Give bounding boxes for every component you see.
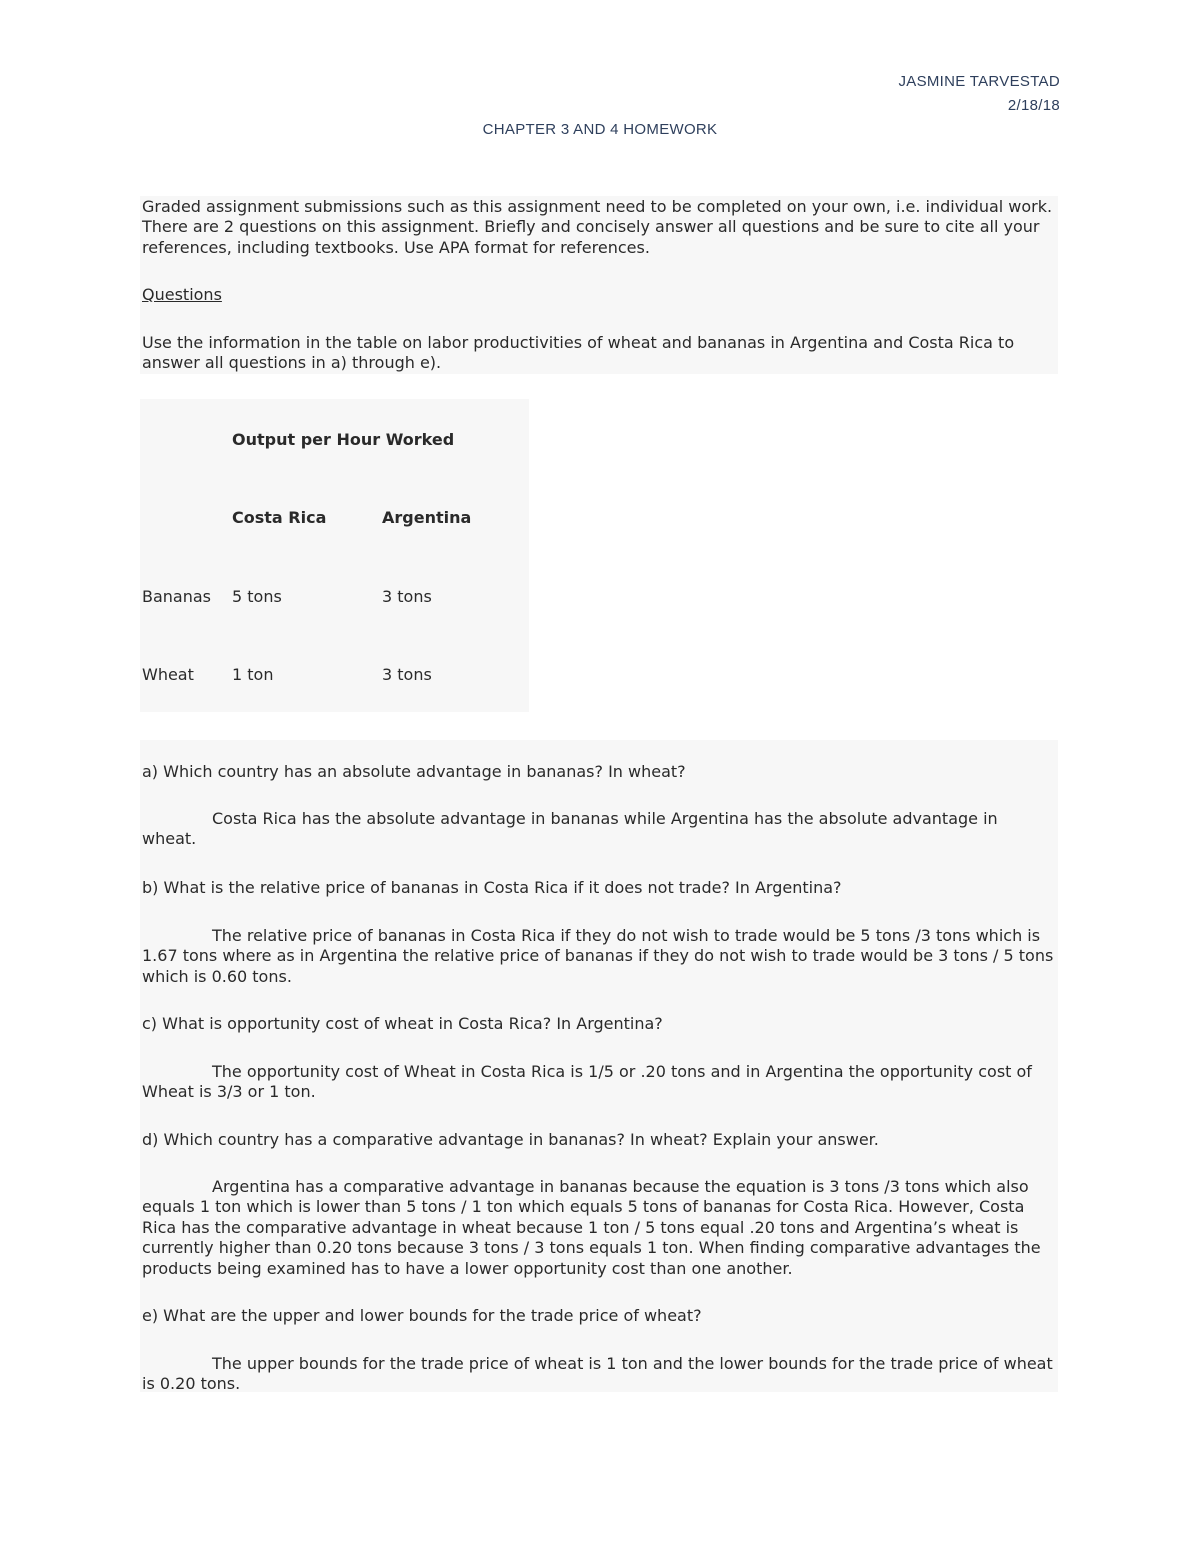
answer-d: Argentina has a comparative advantage in bananas because the equation is 3 tons /3 tons which also equals 1 ton which is lower than 5 tons / 1 ton which equals 5 tons of bananas for Costa Rica. However, Costa Rica has the comparative advantage in wheat because 1 ton / 5 tons equal .20 tons and Argentina’s wheat is currently higher than 0.20 tons because 3 tons / 3 tons equals 1 ton. When finding comparative advantages the products being examined has to have a lower opportunity cost than one another. — [142, 1177, 1041, 1278]
row-label-bananas: Bananas — [142, 587, 212, 606]
question-d: d) Which country has a comparative advantage in bananas? In wheat? Explain your answer. — [142, 1130, 879, 1149]
cell-wheat-costa-rica: 1 ton — [232, 665, 274, 684]
column-header-costa-rica: Costa Rica — [232, 508, 327, 527]
column-header-argentina: Argentina — [382, 508, 472, 527]
question-c: c) What is opportunity cost of wheat in Costa Rica? In Argentina? — [142, 1014, 663, 1033]
row-label-wheat: Wheat — [142, 665, 194, 684]
cell-wheat-argentina: 3 tons — [382, 665, 432, 684]
instruction-paragraph: Use the information in the table on labor productivities of wheat and bananas in Argentina and Costa Rica to answer all questions in a) through e). — [142, 333, 1015, 373]
author-name: JASMINE TARVESTAD — [898, 73, 1060, 90]
cell-bananas-costa-rica: 5 tons — [232, 587, 282, 606]
intro-paragraph: Graded assignment submissions such as this assignment need to be completed on your own, i.e. individual work. There are 2 questions on this assignment. Briefly and concisely answer all questions and be sure to cite all your references, including textbooks. Use APA format for references. — [142, 197, 1053, 257]
question-e: e) What are the upper and lower bounds for the trade price of wheat? — [142, 1306, 702, 1325]
question-b: b) What is the relative price of bananas in Costa Rica if it does not trade? In Argentina? — [142, 878, 842, 897]
answer-a: Costa Rica has the absolute advantage in bananas while Argentina has the absolute advantage in wheat. — [142, 809, 998, 849]
table-heading: Output per Hour Worked — [232, 430, 455, 449]
questions-heading: Questions — [142, 285, 222, 304]
document-date: 2/18/18 — [1007, 97, 1060, 114]
answer-b: The relative price of bananas in Costa Rica if they do not wish to trade would be 5 tons /3 tons which is 1.67 tons where as in Argentina the relative price of bananas if they do not wish to trade would be 3 tons / 5 tons which is 0.60 tons. — [142, 926, 1054, 986]
answer-e: The upper bounds for the trade price of wheat is 1 ton and the lower bounds for the trade price of wheat is 0.20 tons. — [142, 1354, 1053, 1394]
answer-c: The opportunity cost of Wheat in Costa Rica is 1/5 or .20 tons and in Argentina the opportunity cost of Wheat is 3/3 or 1 ton. — [142, 1062, 1032, 1102]
question-a: a) Which country has an absolute advantage in bananas? In wheat? — [142, 762, 686, 781]
document-title: CHAPTER 3 AND 4 HOMEWORK — [482, 121, 718, 138]
cell-bananas-argentina: 3 tons — [382, 587, 432, 606]
